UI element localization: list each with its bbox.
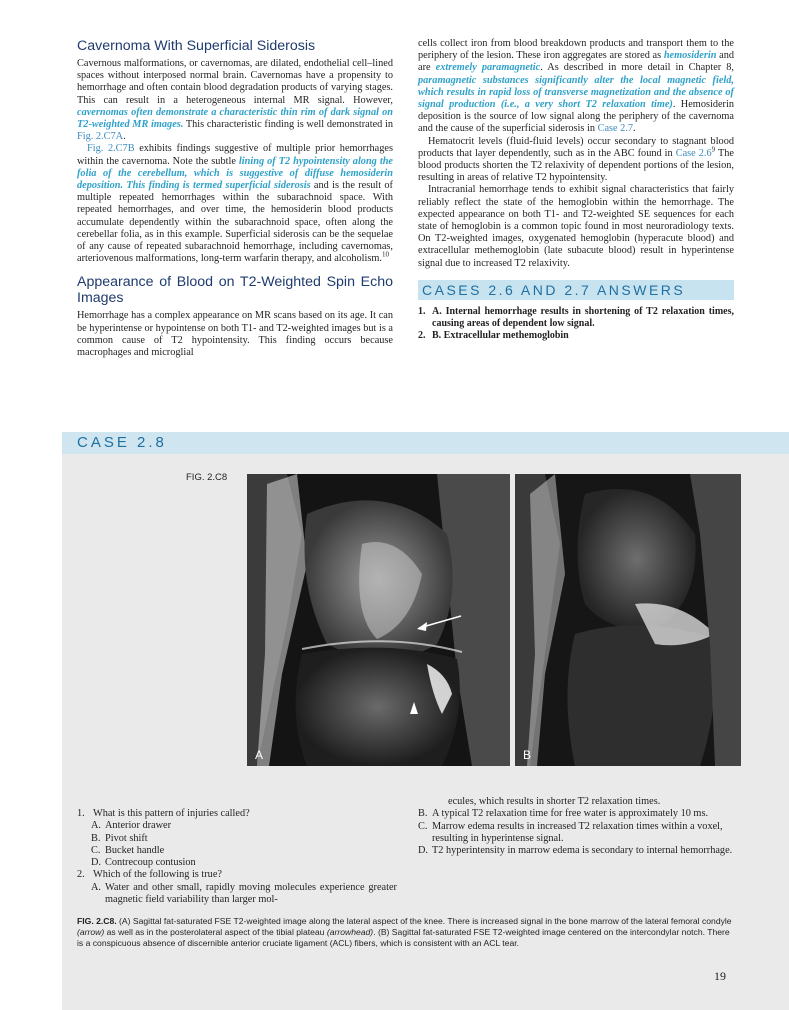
text: exhibits findings suggestive of multiple prior hemorrhages within the cavernoma. Note the subtle bbox=[77, 143, 393, 167]
answer-option[interactable] bbox=[77, 845, 397, 857]
option-text: Water and other small, rapidly moving molecules experience greater magnetic field variability than larger mol- bbox=[105, 881, 397, 906]
emphasis-text: lining of T2 hypointensity along the folia of the cerebellum, which is suggestive of diffuse hemosiderin deposition. This finding is termed superficial siderosis bbox=[77, 155, 393, 192]
knee-sagittal-mri-lateral bbox=[247, 474, 510, 766]
figure-link[interactable]: Fig. 2.C7B bbox=[87, 143, 135, 155]
panel-label-a: A bbox=[255, 748, 264, 762]
text: This characteristic finding is well demonstrated in bbox=[183, 119, 393, 131]
left-column bbox=[77, 38, 393, 359]
answer-number: 1. bbox=[418, 305, 426, 317]
answers-list bbox=[418, 306, 734, 343]
figure-label: FIG. 2.C8 bbox=[186, 472, 228, 483]
reference-superscript: 10 bbox=[382, 250, 389, 259]
option-text: Contrecoup contusion bbox=[105, 857, 196, 869]
option-letter: A. bbox=[91, 881, 102, 893]
option-text: Bucket handle bbox=[105, 844, 165, 856]
answer-text: A. Internal hemorrhage results in shortening of T2 relaxation times, causing areas of dependent low signal. bbox=[432, 305, 734, 330]
paragraph bbox=[418, 136, 734, 185]
question-2 bbox=[77, 869, 397, 881]
text: Cavernous malformations, or cavernomas, are dilated, endothelial cell–lined spaces without interposed normal brain. Cavernomas have a propensity to hemorrhage and often contain blood degradation products of varying stages. This can result in a heterogeneous internal MR signal. However, bbox=[77, 58, 393, 106]
option-letter: D. bbox=[418, 845, 429, 857]
option-letter: D. bbox=[91, 857, 102, 869]
text: . bbox=[633, 123, 636, 135]
option-text: Pivot shift bbox=[105, 832, 148, 844]
case-heading-band bbox=[62, 432, 789, 454]
question-text: What is this pattern of injuries called? bbox=[93, 808, 250, 819]
answer-text: B. Extracellular methemoglobin bbox=[432, 330, 569, 342]
option-text: T2 hyperintensity in marrow edema is secondary to internal hemorrhage. bbox=[432, 845, 733, 857]
caption-italic: (arrow) bbox=[77, 927, 105, 937]
option-text: A typical T2 relaxation time for free water is approximately 10 ms. bbox=[432, 808, 709, 820]
text: The blood products shorten the T2 relaxivity of dependent portions of the lesion, resulting in areas of relative T2 hypointensity. bbox=[418, 147, 734, 184]
answer-item bbox=[418, 306, 734, 330]
caption-text: . (B) Sagittal fat-saturated FSE T2-weighted image centered on the intercondylar notch. There is a conspicuous absence of discernible anterior cruciate ligament (ACL) fibers, which is consistent with an ACL tear. bbox=[77, 927, 730, 948]
case-link[interactable]: Case 2.6 bbox=[675, 147, 712, 159]
option-letter: A. bbox=[91, 820, 102, 832]
questions-left bbox=[77, 808, 397, 906]
text: and is the result of multiple repeated hemorrhages within the subarachnoid space. With repeated hemorrhages, and over time, the hemosiderin blood products accumulate dependently within the subarachnoid space, often along the cerebellar folia, as in this example. Superficial siderosis can be the sequelae of any cause of repeated subarachnoid hemorrhage, including cavernomas, arteriovenous malformations, long-term warfarin therapy, and alcoholism. bbox=[77, 180, 393, 265]
emphasis-text: cavernomas often demonstrate a characteristic thin rim of dark signal on T2-weighted MR images. bbox=[77, 106, 393, 131]
option-text: Marrow edema results in increased T2 relaxation times within a voxel, resulting in hyperintense signal. bbox=[432, 820, 723, 844]
question-text: Which of the following is true? bbox=[93, 869, 222, 881]
answer-option[interactable] bbox=[77, 820, 397, 832]
answer-option[interactable] bbox=[77, 882, 397, 907]
option-letter: C. bbox=[418, 820, 428, 832]
right-column bbox=[418, 38, 734, 342]
option-letter: C. bbox=[91, 844, 101, 856]
caption-text: as well as in the posterolateral aspect of the tibial plateau bbox=[104, 927, 327, 937]
answer-option[interactable] bbox=[77, 833, 397, 845]
answer-option[interactable] bbox=[418, 821, 734, 846]
answer-number: 2. bbox=[418, 330, 426, 342]
case-heading: CASE 2.8 bbox=[77, 434, 167, 451]
caption-label: FIG. 2.C8. bbox=[77, 916, 117, 926]
figure-link[interactable]: Fig. 2.C7A bbox=[77, 131, 124, 143]
paragraph bbox=[77, 58, 393, 143]
panel-label-b: B bbox=[523, 748, 532, 762]
text: cells collect iron from blood breakdown products and transport them to the periphery of the lesion. These iron aggregates are stored as bbox=[418, 38, 734, 62]
option-text: Anterior drawer bbox=[105, 820, 172, 832]
mri-image-b bbox=[515, 474, 741, 766]
top-text-area bbox=[0, 0, 789, 430]
question-number: 1. bbox=[77, 808, 85, 819]
paragraph: Intracranial hemorrhage tends to exhibit signal characteristics that fairly reliably reflect the state of the hemoglobin within the hemorrhage. The expected appearance on both T1- and T2-weighted SE sequences for each state of hemoglobin is a common topic found in most neuroradiology texts. On T2-weighted images, oxygenated hemoglobin (hyperacute blood) and extracellular methemoglobin (late subacute blood) result in hyperintense signal due to increased T2 relaxivity. bbox=[418, 184, 734, 269]
text: . As described in more detail in Chapter 8, bbox=[540, 62, 734, 74]
mri-image-a bbox=[247, 474, 510, 766]
section-heading-blood-t2: Appearance of Blood on T2-Weighted Spin Echo Images bbox=[77, 274, 393, 307]
text: . Hemosiderin deposition is the source of low signal along the periphery of the cavernoma and the cause of the superficial siderosis in bbox=[418, 99, 734, 135]
questions-right bbox=[418, 796, 734, 857]
page-number: 19 bbox=[714, 969, 726, 983]
case-link[interactable]: Case 2.7 bbox=[597, 123, 634, 135]
knee-sagittal-mri-intercondylar bbox=[515, 474, 741, 766]
answer-option[interactable] bbox=[418, 845, 734, 857]
answers-heading-band bbox=[418, 280, 734, 300]
option-letter: B. bbox=[91, 832, 101, 844]
answer-item bbox=[418, 330, 734, 342]
text: Hematocrit levels (fluid-fluid levels) occur secondary to stagnant blood products that layer dependently, such as in the ABC found in bbox=[418, 135, 734, 159]
option-letter: B. bbox=[418, 808, 428, 820]
question-number: 2. bbox=[77, 869, 85, 881]
emphasis-text: extremely paramagnetic bbox=[435, 62, 541, 74]
caption-text: (A) Sagittal fat-saturated FSE T2-weighted image along the lateral aspect of the knee. There is increased signal in the bone marrow of the lateral femoral condyle bbox=[116, 916, 732, 926]
answer-option[interactable] bbox=[77, 857, 397, 869]
caption-italic: (arrowhead) bbox=[326, 927, 374, 937]
answers-heading: CASES 2.6 AND 2.7 ANSWERS bbox=[422, 281, 686, 298]
figure-caption bbox=[77, 916, 737, 949]
option-continuation: ecules, which results in shorter T2 relaxation times. bbox=[448, 796, 661, 807]
emphasis-text: hemosiderin bbox=[663, 50, 717, 62]
paragraph bbox=[418, 38, 734, 136]
section-heading-cavernoma: Cavernoma With Superficial Siderosis bbox=[77, 38, 316, 54]
paragraph: Hemorrhage has a complex appearance on MR scans based on its age. It can be hyperintense or hypointense on both T1- and T2-weighted images but is a common cause of T2 hypointensity. This finding occurs because macrophages and microglial bbox=[77, 310, 393, 359]
reference-superscript: 9 bbox=[711, 145, 716, 154]
emphasis-text: paramagnetic substances significantly alter the local magnetic field, which results in rapid loss of transverse magnetization and the absence of signal production (i.e., a very short T2 relaxation time) bbox=[418, 74, 734, 111]
question-1 bbox=[77, 808, 397, 820]
text: . bbox=[123, 131, 126, 143]
answer-option[interactable] bbox=[418, 808, 734, 820]
paragraph bbox=[77, 143, 393, 265]
text: and are bbox=[418, 50, 734, 74]
